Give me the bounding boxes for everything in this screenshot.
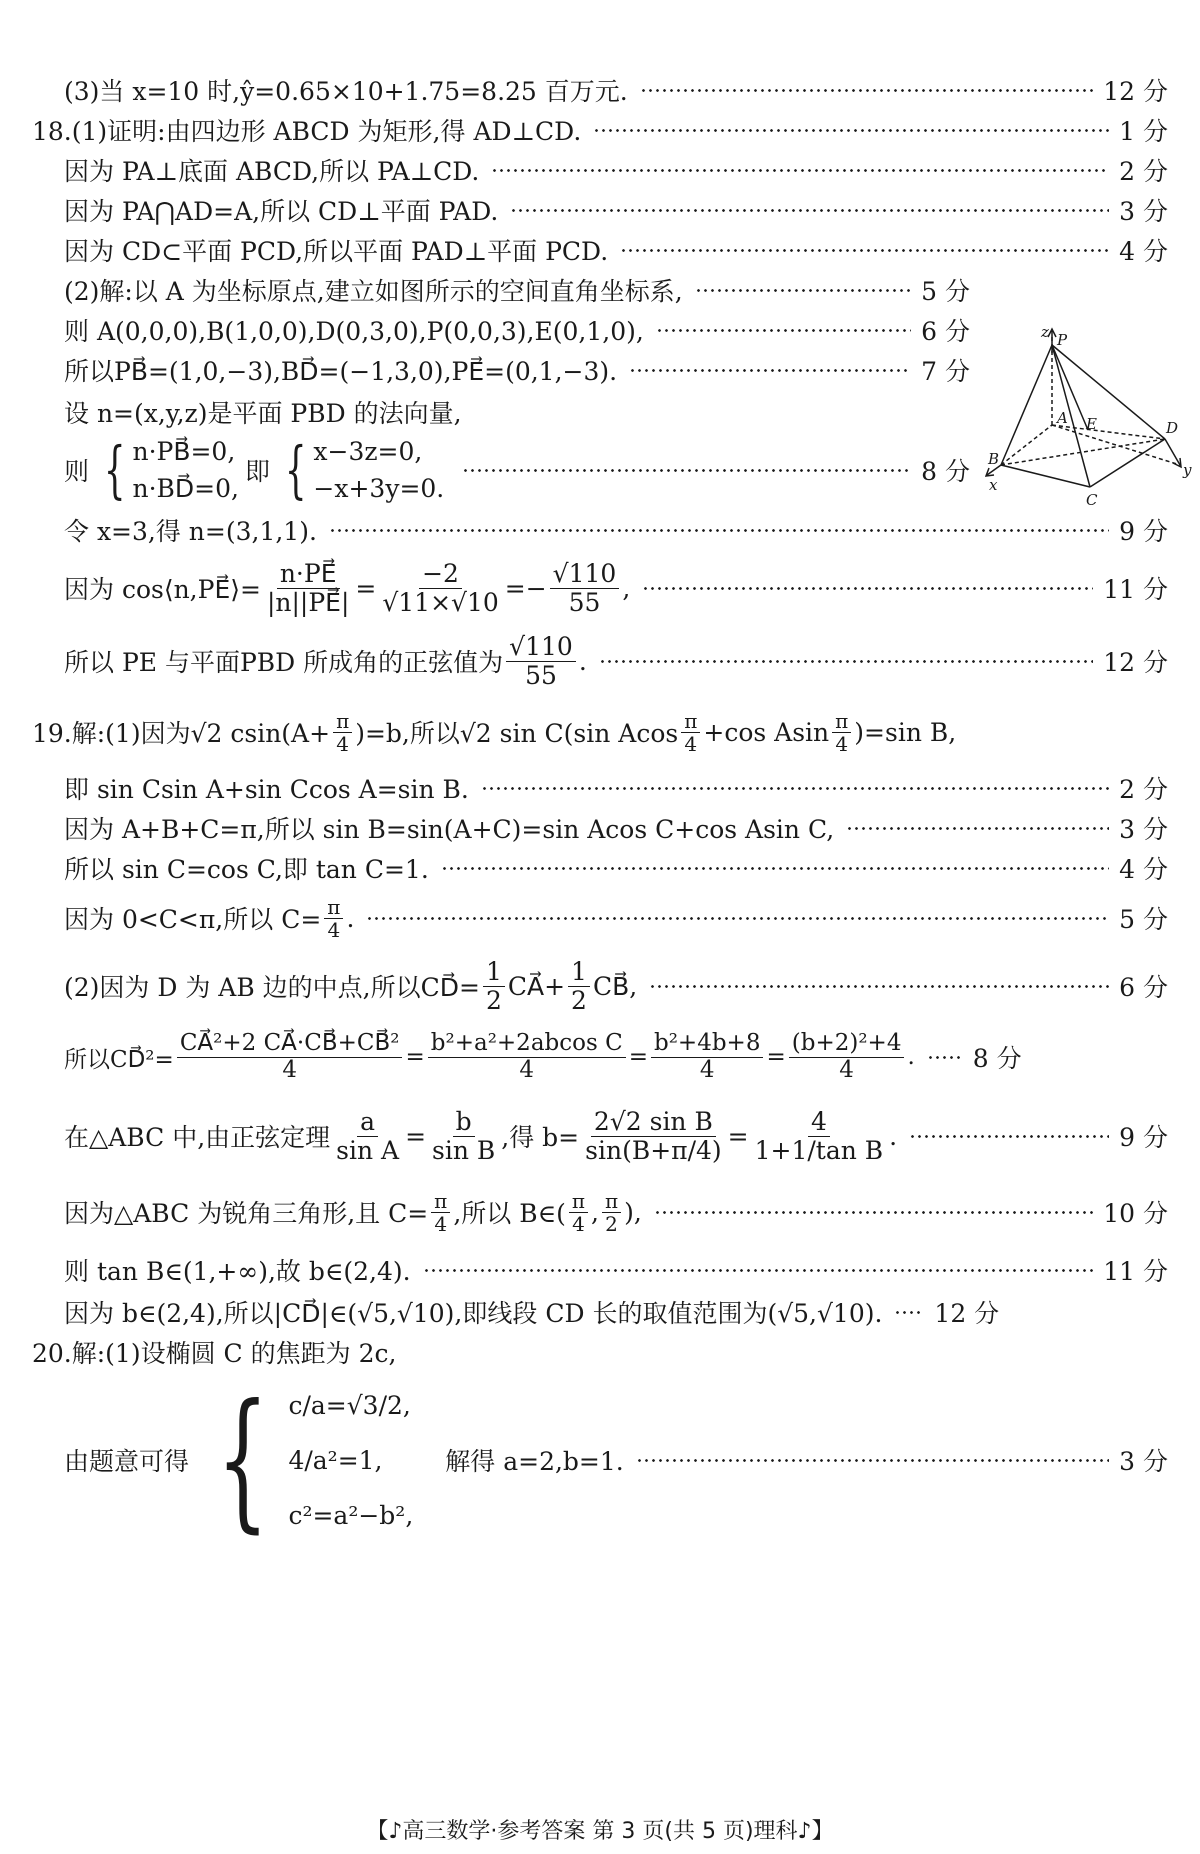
frac-acute-lo: $\frac{\pi}{4}$	[569, 1190, 588, 1235]
line-q18-5: (2)解:以 A 为坐标原点,建立如图所示的空间直角坐标系, 5 分	[64, 277, 970, 306]
frac-b-tan: $\frac{4}{\text{1+1/tan B}}$	[754, 1107, 884, 1165]
frac-sine: $\frac{√110}{55}$	[506, 633, 576, 689]
line-q18-2: 因为 PA⊥底面 ABCD,所以 PA⊥CD. 2 分	[64, 157, 1168, 186]
label-a: A	[1057, 409, 1068, 427]
line-q18-1: 18.(1)证明:由四边形 ABCD 为矩形,得 AD⊥CD. 1 分	[32, 117, 1168, 146]
label-d: D	[1166, 419, 1179, 437]
label-y: y	[1183, 461, 1192, 479]
line-q19-4: 所以 sin C=cos C,即 tan C=1. 4 分	[64, 855, 1168, 884]
frac-c-pi4: $\frac{\pi}{4}$	[324, 896, 343, 941]
line-q18-sine: 所以 PE 与平面PBD 所成角的正弦值为 $\frac{√110}{55}$ . 12 分	[64, 632, 1168, 690]
line-q20-1: 20.解:(1)设椭圆 C 的焦距为 2c,	[32, 1339, 397, 1368]
frac-cos-1: $\frac{n\cdot PE⃗}{|n||PE⃗|}$	[266, 559, 350, 617]
line-q18-9: 令 x=3,得 n=(3,1,1). 9 分	[64, 517, 1168, 546]
edge-ad	[1052, 425, 1165, 439]
label-c: C	[1086, 491, 1098, 509]
frac-cd2-2: $\frac{\text{b²+a²+2abcos C}}{4}$	[428, 1031, 626, 1083]
line-q18-7: 所以PB⃗=(1,0,−3),BD⃗=(−1,3,0),PE⃗=(0,1,−3). 7 分	[64, 357, 970, 386]
frac-b-sinb: $\frac{b}{\text{sin B}}$	[432, 1107, 496, 1165]
line-q18-4: 因为 CD⊂平面 PCD,所以平面 PAD⊥平面 PCD. 4 分	[64, 237, 1168, 266]
frac-cd2-1: $\frac{\text{CA⃗²+2 CA⃗·CB⃗+CB⃗²}}{4}$	[177, 1031, 403, 1083]
system-brace: { n·PB⃗=0, n·BD⃗=0,	[103, 433, 239, 506]
line-q19-7: 所以CD⃗²= $\frac{\text{CA⃗²+2 CA⃗·CB⃗+CB⃗²}}{4}$ = $\frac{\text{b²+a²+2abcos C}}{4}$ = $\frac{\text{b²+4b+8}}{4}$ = $\frac{\text{(b+2)²+4}}{4}$ . 8 分	[64, 1030, 1022, 1083]
label-b: B	[988, 450, 1000, 468]
frac-pi4-c: $\frac{\pi}{4}$	[832, 710, 851, 755]
frac-a-sina: $\frac{a}{\text{sin A}}$	[336, 1107, 400, 1165]
line-q18-3: 因为 PA⋂AD=A,所以 CD⊥平面 PAD. 3 分	[64, 197, 1168, 226]
line-q19-11: 因为 b∈(2,4),所以|CD⃗|∈(√5,√10),即线段 CD 长的取值范围为(√5,√10). 12 分	[64, 1299, 1000, 1328]
line-q19-10: 则 tan B∈(1,+∞),故 b∈(2,4). 11 分	[64, 1257, 1168, 1286]
edge-bc	[1001, 465, 1090, 487]
frac-pi4-a: $\frac{\pi}{4}$	[333, 710, 352, 755]
label-p: P	[1057, 331, 1068, 349]
line-q17-3: (3)当 x=10 时,ŷ=0.65×10+1.75=8.25 百万元. 12 分	[64, 77, 1168, 106]
pyramid-figure	[985, 325, 1195, 525]
pyramid-diagram	[985, 325, 1195, 525]
line-q18-cos: 因为 cos⟨n,PE⃗⟩= $\frac{n\cdot PE⃗}{|n||PE⃗|}$ = $\frac{-2}{√11\times√10}$ =− $\frac{√110}{55}$ , 11 分	[64, 559, 1168, 617]
frac-half-b: $\frac{1}{2}$	[568, 958, 590, 1014]
frac-b-expr: $\frac{\text{2√2 sin B}}{\sin(B+\pi/4)}$	[585, 1107, 722, 1165]
edge-cd	[1090, 439, 1165, 487]
ellipse-system: { c/a=√3/2, 4/a²=1, c²=a²−b²,	[216, 1373, 414, 1547]
line-q18-system: 则 { n·PB⃗=0, n·BD⃗=0, 即 { x−3z=0, −x+3y=0. 8 分	[64, 433, 970, 506]
frac-half-a: $\frac{1}{2}$	[483, 958, 505, 1014]
frac-cd2-4: $\frac{\text{(b+2)²+4}}{4}$	[789, 1031, 905, 1083]
line-q19-1: 19.解:(1)因为√2 csin(A+ $\frac{\pi}{4}$ )=b,所以√2 sin C(sin Acos $\frac{\pi}{4}$ +cos Asin $\frac{\pi}{4}$ )=sin B,	[32, 708, 957, 756]
frac-cos-2: $\frac{-2}{√11\times√10}$	[382, 559, 499, 617]
line-q19-8: 在△ABC 中,由正弦定理 $\frac{a}{\text{sin A}}$ = $\frac{b}{\text{sin B}}$ ,得 b= $\frac{\text{2√2 sin B}}{\sin(B+\pi/4)}$ = $\frac{4}{\text{1+1/tan B}}$ . 9 分	[64, 1107, 1168, 1165]
page-footer: 【♪高三数学·参考答案 第 3 页(共 5 页)理科♪】	[366, 1819, 834, 1844]
frac-pi4-b: $\frac{\pi}{4}$	[681, 710, 700, 755]
frac-cd2-3: $\frac{\text{b²+4b+8}}{4}$	[651, 1031, 763, 1083]
label-z: z	[1041, 325, 1049, 341]
line-q19-3: 因为 A+B+C=π,所以 sin B=sin(A+C)=sin Acos C+cos Asin C, 3 分	[64, 815, 1168, 844]
line-q19-2: 即 sin Csin A+sin Ccos A=sin B. 2 分	[64, 775, 1168, 804]
frac-cos-3: $\frac{√110}{55}$	[550, 560, 620, 616]
y-axis	[1052, 425, 1180, 465]
line-q19-6: (2)因为 D 为 AB 边的中点,所以CD⃗= $\frac{1}{2}$ CA⃗+ $\frac{1}{2}$ CB⃗, 6 分	[64, 957, 1168, 1015]
edge-pd	[1052, 345, 1165, 439]
label-e: E	[1086, 415, 1097, 433]
line-q19-9: 因为△ABC 为锐角三角形,且 C= $\frac{\pi}{4}$ ,所以 B∈( $\frac{\pi}{4}$ , $\frac{\pi}{2}$ ), 10 分	[64, 1188, 1168, 1236]
label-x: x	[989, 476, 998, 494]
line-q20-2: 由题意可得 { c/a=√3/2, 4/a²=1, c²=a²−b², 解得 a=2,b=1. 3 分	[64, 1373, 1168, 1547]
frac-acute-hi: $\frac{\pi}{2}$	[602, 1190, 621, 1235]
system-brace-2: { x−3z=0, −x+3y=0.	[284, 433, 445, 506]
edge-ab	[1001, 425, 1052, 465]
line-q18-normal-def: 设 n=(x,y,z)是平面 PBD 的法向量,	[64, 399, 462, 428]
edge-pb	[1001, 345, 1052, 465]
frac-acute-c: $\frac{\pi}{4}$	[431, 1190, 450, 1235]
line-q18-6: 则 A(0,0,0),B(1,0,0),D(0,3,0),P(0,0,3),E(0,1,0), 6 分	[64, 317, 970, 346]
line-q19-5: 因为 0<C<π,所以 C= $\frac{\pi}{4}$ . 5 分	[64, 894, 1168, 942]
